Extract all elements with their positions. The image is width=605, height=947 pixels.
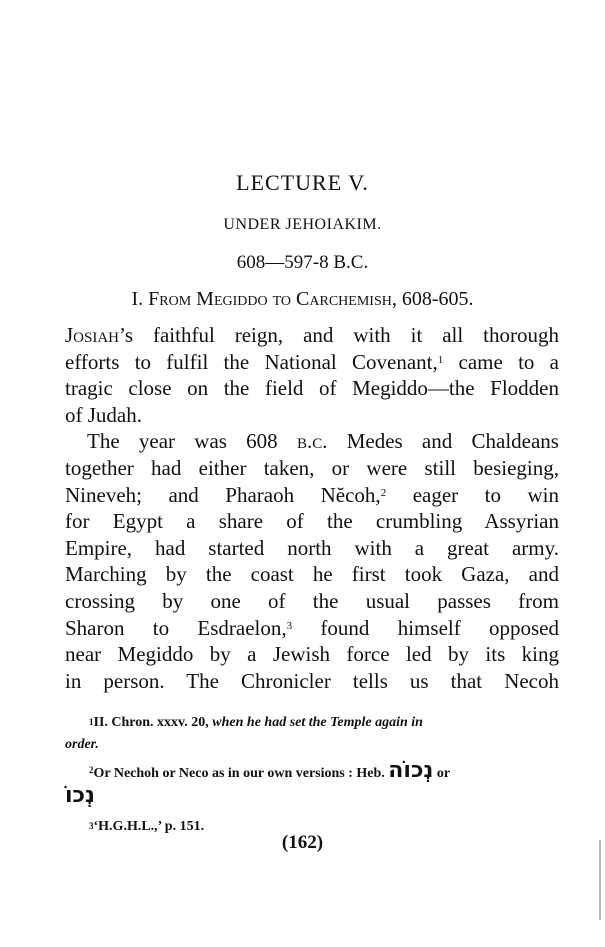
section-from: From (148, 288, 192, 310)
josiah-name: Josiah (65, 323, 120, 347)
section-dates: 608-605. (401, 288, 474, 310)
lecture-dates: 608—597-8 B.C. (236, 252, 369, 273)
body-text (65, 322, 559, 694)
body-line: in person. The Chronicler tells us that Necoh (65, 668, 559, 693)
body-line-text: eager to win (386, 482, 559, 507)
body-line: together had either taken, or were still besieging, (65, 455, 559, 480)
footnote-text: or (433, 766, 451, 781)
body-line-text: found himself opposed (292, 615, 559, 640)
section-heading (0, 288, 605, 311)
body-line (65, 482, 559, 509)
footnote-number: 2 (89, 765, 94, 775)
footnotes (65, 712, 559, 838)
body-line: Marching by the coast he first took Gaza, and (65, 562, 559, 587)
body-line-text: Sharon to Esdraelon, (65, 615, 287, 640)
hebrew-word: נְכוֹה (388, 758, 434, 783)
section-number: I. (131, 288, 144, 310)
body-line: Empire, had started north with a great army. (65, 535, 559, 560)
body-line-text: efforts to fulfil the National Covenant, (65, 349, 438, 374)
body-line (65, 322, 559, 349)
body-line-text: Medes and Chaldeans (327, 429, 559, 454)
page-edge-mark (599, 840, 601, 920)
hebrew-word: נְכוֹ (65, 783, 95, 808)
footnote-2 (65, 760, 559, 785)
body-line: of Judah. (65, 402, 142, 427)
body-line (65, 349, 559, 376)
footnote-1-cont: order. (65, 737, 99, 752)
body-line (65, 615, 559, 642)
body-line-text: came to a (443, 349, 559, 374)
bc-abbrev: b.c. (296, 429, 328, 454)
footnote-number: 1 (89, 717, 94, 727)
body-line-text: The year was 608 (87, 429, 297, 454)
body-line-text: ’s faithful reign, and with it all thorough (119, 323, 559, 347)
body-line: crossing by one of the usual passes from (65, 588, 559, 613)
lecture-subtitle: UNDER JEHOIAKIM. (223, 216, 382, 233)
body-line (65, 428, 559, 455)
footnote-2-cont (65, 785, 559, 810)
footnote-italic: when he had set the Temple again in (212, 715, 423, 730)
body-line: tragic close on the field of Megiddo—the Flodden (65, 376, 559, 401)
body-line: near Megiddo by a Jewish force led by its king (65, 642, 559, 667)
footnote-number: 3 (89, 821, 94, 831)
section-place2: Carchemish, (296, 288, 397, 310)
lecture-heading: LECTURE V. (236, 170, 369, 195)
section-to: to (272, 288, 292, 310)
footnote-text: ‘H.G.H.L.,’ p. 151. (93, 819, 205, 834)
page-number: (162) (281, 832, 324, 853)
body-line-text: Nineveh; and Pharaoh Nĕcoh, (65, 482, 381, 507)
section-place1: Megiddo (196, 288, 268, 310)
footnote-text: II. Chron. xxxv. 20, (93, 715, 213, 730)
footnote-1 (65, 712, 559, 734)
body-line: for Egypt a share of the crumbling Assyrian (65, 509, 559, 534)
footnote-text: Or Nechoh or Neco as in our own versions : Heb. (93, 766, 389, 781)
footnote-ref: 1 (437, 353, 444, 366)
footnote-ref: 2 (380, 486, 387, 499)
footnote-ref: 3 (286, 619, 293, 632)
